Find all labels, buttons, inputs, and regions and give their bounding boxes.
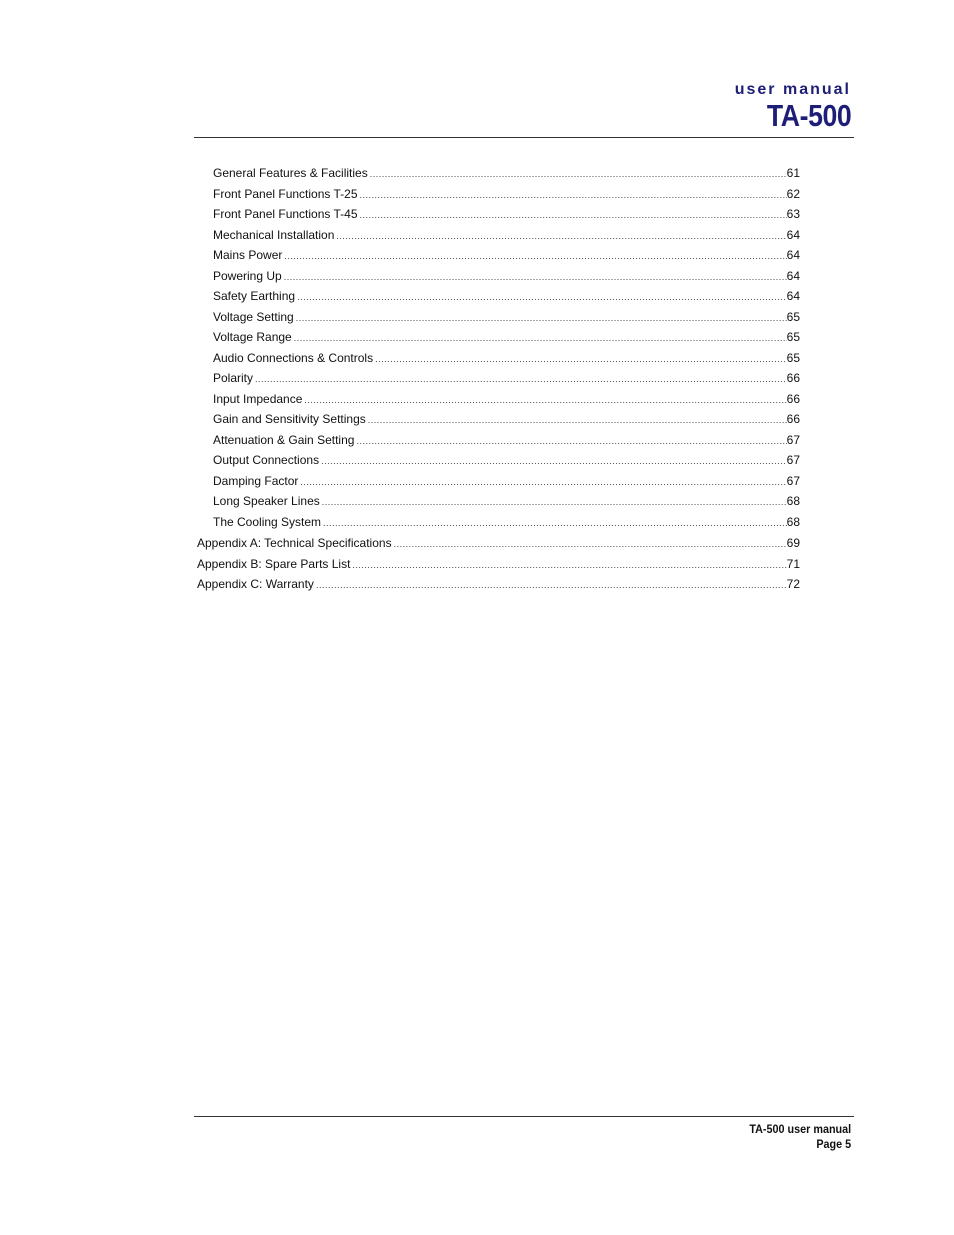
toc-entry-title: Voltage Range: [213, 330, 292, 344]
toc-entry[interactable]: [196, 187, 800, 208]
toc-entry[interactable]: [196, 330, 800, 351]
toc-entry[interactable]: [196, 515, 800, 536]
toc-entry-title: Front Panel Functions T-25: [213, 186, 358, 201]
toc-dot-leader: [314, 580, 787, 590]
toc-dot-leader: [358, 210, 787, 220]
footer-document-name: TA-500 user manual: [749, 1122, 851, 1136]
toc-entry-page-number: 65: [786, 330, 800, 344]
toc-entry[interactable]: [196, 371, 800, 392]
toc-entry[interactable]: [196, 433, 800, 454]
toc-dot-leader: [292, 333, 787, 343]
toc-entry-title: General Features & Facilities: [213, 166, 368, 180]
toc-entry[interactable]: [196, 228, 800, 249]
toc-entry-title: Appendix B: Spare Parts List: [197, 556, 351, 571]
toc-entry[interactable]: [196, 536, 800, 557]
toc-dot-leader: [373, 354, 787, 364]
page-header: [735, 80, 851, 132]
toc-dot-leader: [358, 190, 787, 200]
toc-entry-title: Damping Factor: [213, 473, 299, 488]
toc-entry-page-number: 69: [786, 536, 800, 551]
toc-entry[interactable]: [196, 577, 800, 598]
toc-entry-title: Polarity: [213, 371, 254, 385]
toc-entry[interactable]: [196, 289, 800, 310]
toc-entry[interactable]: [196, 494, 800, 515]
toc-entry-title: Mains Power: [213, 248, 283, 262]
toc-entry-page-number: 68: [786, 514, 800, 529]
toc-dot-leader: [392, 539, 787, 549]
table-of-contents: [196, 166, 800, 598]
toc-entry-title: Input Impedance: [213, 391, 303, 406]
toc-entry[interactable]: [196, 351, 800, 372]
toc-entry-page-number: 67: [786, 432, 800, 447]
toc-entry-page-number: 72: [786, 577, 800, 592]
toc-dot-leader: [319, 456, 787, 466]
toc-entry-title: Long Speaker Lines: [213, 494, 320, 508]
toc-entry-title: The Cooling System: [213, 514, 322, 529]
toc-dot-leader: [354, 436, 786, 446]
header-divider: [194, 137, 854, 138]
toc-entry[interactable]: [196, 412, 800, 433]
toc-dot-leader: [295, 292, 787, 302]
toc-entry-page-number: 65: [786, 350, 800, 365]
toc-dot-leader: [298, 477, 786, 487]
toc-dot-leader: [321, 518, 787, 528]
toc-entry[interactable]: [196, 207, 800, 228]
toc-entry[interactable]: [196, 248, 800, 269]
toc-dot-leader: [253, 374, 787, 384]
toc-entry-page-number: 66: [786, 371, 800, 385]
toc-entry[interactable]: [196, 269, 800, 290]
toc-entry-page-number: 66: [786, 412, 800, 426]
toc-entry-page-number: 65: [786, 309, 800, 324]
toc-entry-page-number: 61: [786, 166, 800, 180]
toc-entry-page-number: 64: [786, 268, 800, 283]
toc-dot-leader: [282, 251, 786, 261]
toc-entry-title: Appendix A: Technical Specifications: [197, 536, 392, 551]
toc-entry[interactable]: [196, 474, 800, 495]
toc-entry-page-number: 66: [786, 391, 800, 406]
toc-entry-title: Safety Earthing: [213, 289, 296, 303]
toc-entry-title: Front Panel Functions T-45: [213, 207, 358, 221]
toc-entry[interactable]: [196, 166, 800, 187]
toc-entry-title: Gain and Sensitivity Settings: [213, 412, 366, 426]
toc-entry[interactable]: [196, 310, 800, 331]
toc-entry-page-number: 67: [786, 473, 800, 488]
toc-entry-page-number: 68: [786, 494, 800, 508]
toc-entry-title: Output Connections: [213, 453, 320, 467]
page-footer: [749, 1122, 851, 1152]
toc-entry-page-number: 64: [786, 227, 800, 242]
toc-entry-title: Voltage Setting: [213, 309, 294, 324]
toc-entry[interactable]: [196, 453, 800, 474]
toc-dot-leader: [282, 272, 787, 282]
toc-entry-page-number: 64: [786, 248, 800, 262]
toc-entry-title: Audio Connections & Controls: [213, 350, 374, 365]
footer-page-number: Page 5: [816, 1137, 851, 1151]
toc-entry-page-number: 67: [786, 453, 800, 467]
footer-divider: [194, 1116, 854, 1117]
toc-entry[interactable]: [196, 392, 800, 413]
toc-entry-title: Powering Up: [213, 268, 282, 283]
header-subtitle: user manual: [734, 81, 851, 98]
toc-dot-leader: [350, 560, 786, 570]
toc-dot-leader: [302, 395, 786, 405]
toc-entry-page-number: 64: [786, 289, 800, 303]
toc-dot-leader: [294, 313, 787, 323]
toc-entry-title: Mechanical Installation: [213, 227, 335, 242]
toc-entry-page-number: 71: [786, 556, 800, 571]
toc-dot-leader: [334, 231, 786, 241]
toc-dot-leader: [366, 415, 787, 425]
toc-entry-page-number: 63: [786, 207, 800, 221]
toc-entry[interactable]: [196, 557, 800, 578]
toc-dot-leader: [368, 169, 787, 179]
toc-entry-title: Attenuation & Gain Setting: [213, 432, 355, 447]
toc-entry-title: Appendix C: Warranty: [197, 577, 314, 592]
header-product-title: TA-500: [766, 98, 851, 133]
toc-entry-page-number: 62: [786, 186, 800, 201]
toc-dot-leader: [320, 497, 787, 507]
